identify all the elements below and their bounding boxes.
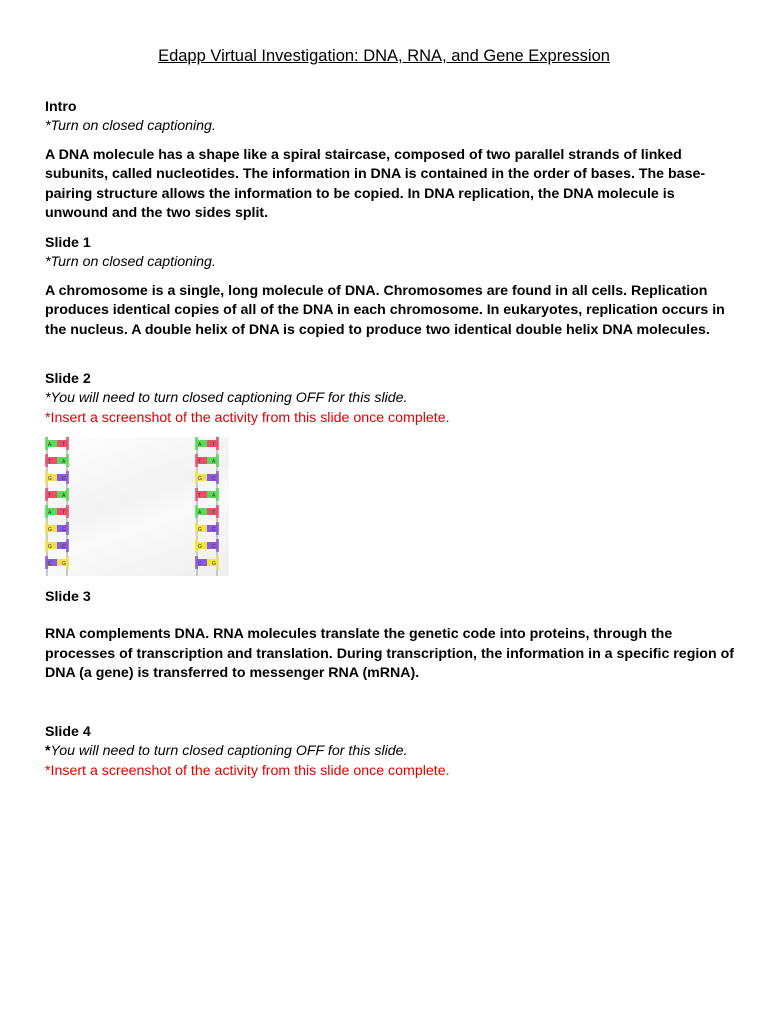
dna-ladder-right-base-label: C	[212, 476, 216, 482]
dna-ladder-left-base-label: C	[62, 544, 66, 550]
dna-ladder-right-base-pair	[195, 539, 219, 552]
dna-activity-screenshot	[45, 437, 229, 576]
slide3-heading: Slide 3	[45, 589, 91, 605]
dna-ladder-left-base-label: T	[48, 459, 52, 465]
intro-heading: Intro	[45, 99, 77, 115]
dna-ladder-right-base-label: A	[212, 493, 216, 499]
dna-ladder-left-base-label: C	[62, 476, 66, 482]
dna-ladder-right-base-pair	[195, 454, 219, 467]
dna-ladders-image	[45, 437, 229, 576]
dna-ladder-left-base-pair	[45, 488, 69, 501]
dna-ladder-left-base-label: G	[62, 561, 66, 567]
dna-ladder-left-base-label: G	[48, 527, 52, 533]
dna-ladder-right-base-pair	[195, 522, 219, 535]
slide4-section	[45, 723, 735, 781]
dna-ladder-right-base-label: G	[198, 544, 202, 550]
slide3-section	[45, 588, 735, 684]
dna-ladder-right-base-label: C	[212, 527, 216, 533]
dna-ladder-left	[45, 437, 69, 576]
intro-body: A DNA molecule has a shape like a spiral staircase, composed of two parallel strands of linked subunits, called nucleotides. The information in DNA is contained in the order of bases. The base-pairing structure allows the information to be copied. In DNA replication, the DNA molecule is unwound and the two sides split.	[45, 146, 706, 222]
slide3-body: RNA complements DNA. RNA molecules translate the genetic code into proteins, through the processes of transcription and translation. During transcription, the information in a specific region of DNA (a gene) is transferred to messenger RNA (mRNA).	[45, 626, 734, 682]
slide1-body: A chromosome is a single, long molecule of DNA. Chromosomes are found in all cells. Replication produces identical copies of all of the DNA in each chromosome. In eukaryotes, replication occurs in the nucleus. A double helix of DNA is copied to produce two identical double helix DNA molecules.	[45, 282, 725, 338]
dna-ladder-right-base-pair	[195, 488, 219, 501]
dna-ladder-right-base-label: A	[198, 510, 202, 516]
slide1-section	[45, 234, 735, 340]
intro-section	[45, 98, 735, 223]
slide2-instruction: *Insert a screenshot of the activity from this slide once complete.	[45, 409, 450, 426]
dna-ladder-left-base-label: T	[48, 493, 52, 499]
dna-ladder-left-base-label: G	[48, 544, 52, 550]
dna-ladder-right	[195, 437, 219, 576]
slide4-heading: Slide 4	[45, 724, 91, 740]
dna-ladder-left-base-label: G	[48, 476, 52, 482]
dna-ladder-left-base-pair	[45, 471, 69, 484]
dna-ladder-right-base-label: G	[198, 527, 202, 533]
slide1-heading: Slide 1	[45, 235, 91, 251]
dna-ladder-right-base-label: G	[198, 476, 202, 482]
slide2-note: *You will need to turn closed captioning OFF for this slide.	[45, 390, 408, 407]
dna-ladder-right-base-pair	[195, 505, 219, 518]
dna-ladder-left-base-label: A	[62, 459, 66, 465]
dna-ladder-left-base-pair	[45, 556, 69, 569]
slide4-note-line	[45, 742, 735, 761]
dna-ladder-right-base-label: G	[212, 561, 216, 567]
dna-ladder-left-base-pair	[45, 539, 69, 552]
intro-note: *Turn on closed captioning.	[45, 118, 216, 135]
dna-ladder-right-base-label: C	[212, 544, 216, 550]
slide1-note: *Turn on closed captioning.	[45, 254, 216, 271]
slide2-section	[45, 370, 735, 428]
dna-ladder-right-base-label: A	[212, 459, 216, 465]
dna-ladder-right-base-pair	[195, 556, 219, 569]
dna-ladder-left-base-label: C	[48, 561, 52, 567]
dna-ladder-right-base-label: T	[212, 510, 216, 516]
dna-ladder-left-base-label: A	[62, 493, 66, 499]
dna-ladder-right-base-label: T	[212, 442, 216, 448]
document-title: Edapp Virtual Investigation: DNA, RNA, and Gene Expression	[158, 47, 610, 65]
dna-ladder-left-base-label: T	[62, 442, 66, 448]
dna-ladder-right-base-label: C	[198, 561, 202, 567]
slide4-note-star: *	[45, 743, 51, 760]
dna-ladder-right-base-pair	[195, 471, 219, 484]
dna-ladder-left-base-label: A	[48, 510, 52, 516]
dna-ladder-left-base-pair	[45, 437, 69, 450]
dna-ladder-right-base-label: T	[198, 459, 202, 465]
dna-ladder-left-base-pair	[45, 454, 69, 467]
dna-ladder-left-base-label: A	[48, 442, 52, 448]
dna-ladder-right-base-label: A	[198, 442, 202, 448]
dna-ladder-right-base-pair	[195, 437, 219, 450]
dna-ladder-left-base-pair	[45, 522, 69, 535]
dna-ladder-left-base-pair	[45, 505, 69, 518]
dna-ladder-right-base-label: T	[198, 493, 202, 499]
dna-ladder-left-base-label: C	[62, 527, 66, 533]
dna-ladder-left-base-label: T	[62, 510, 66, 516]
slide4-instruction: *Insert a screenshot of the activity from this slide once complete.	[45, 762, 450, 779]
slide4-note: You will need to turn closed captioning OFF for this slide.	[50, 743, 408, 760]
slide2-heading: Slide 2	[45, 371, 91, 387]
